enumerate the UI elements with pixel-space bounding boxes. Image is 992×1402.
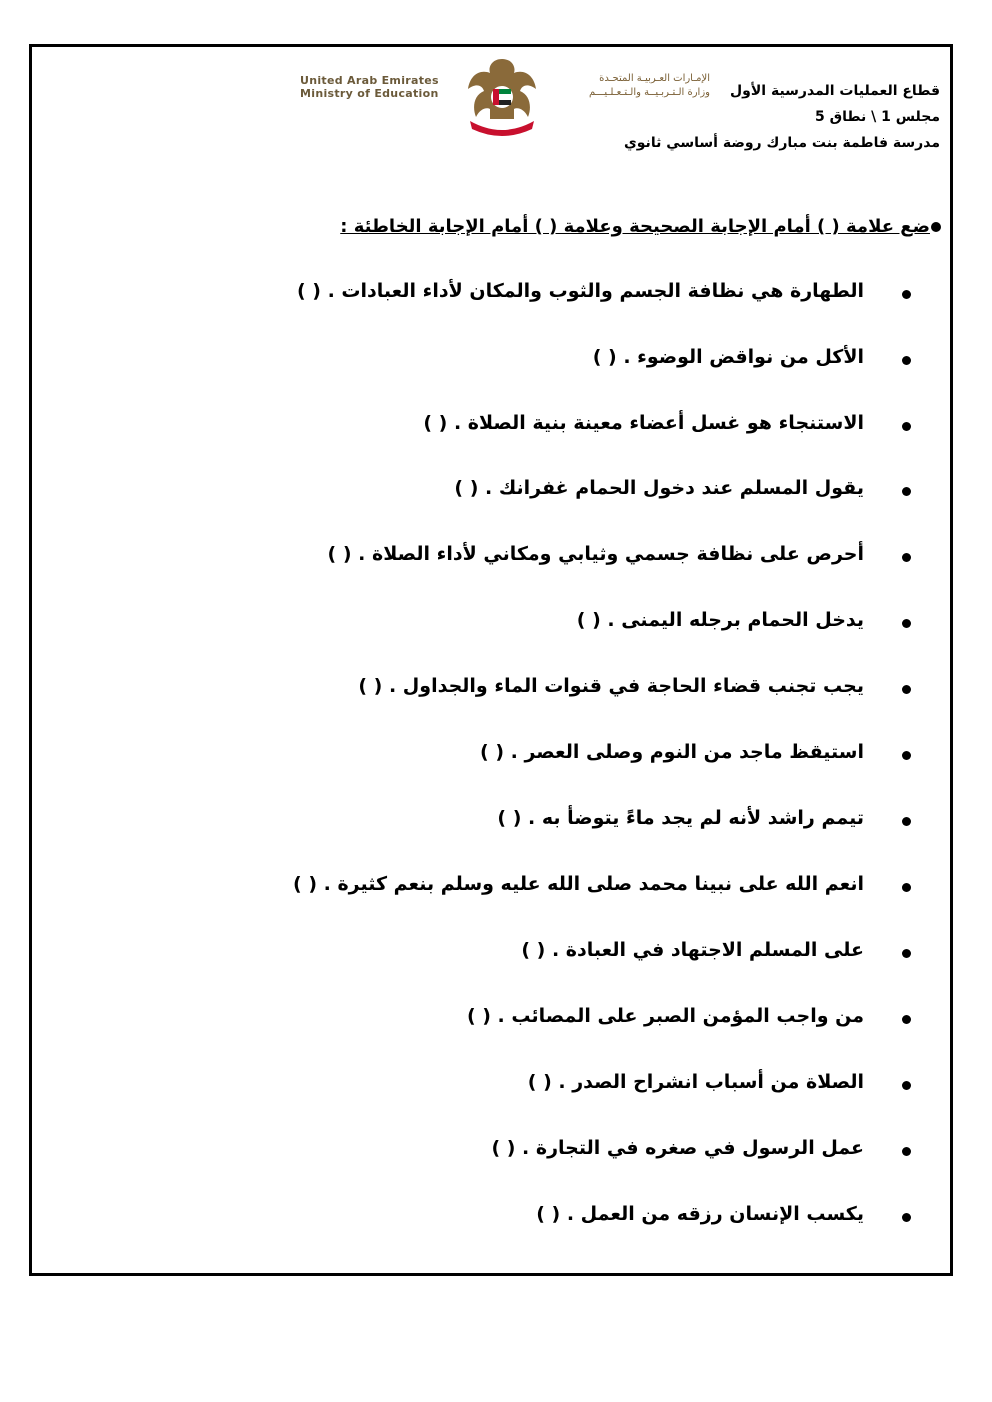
bullet-icon xyxy=(902,817,911,826)
question-item: من واجب المؤمن الصبر على المصائب . ( ) xyxy=(466,1005,864,1027)
bullet-icon xyxy=(902,487,911,496)
question-item: يدخل الحمام برجله اليمنى . ( ) xyxy=(576,609,864,631)
sector-name: قطاع العمليات المدرسية الأول xyxy=(730,83,940,99)
bullet-icon xyxy=(902,883,911,892)
bullet-icon xyxy=(902,553,911,562)
question-item: عمل الرسول في صغره في التجارة . ( ) xyxy=(491,1137,864,1159)
bullet-icon xyxy=(902,685,911,694)
question-item: استيقظ ماجد من النوم وصلى العصر . ( ) xyxy=(480,741,864,763)
uae-emblem-icon xyxy=(462,55,542,139)
question-item: تيمم راشد لأنه لم يجد ماءً يتوضأ به . ( ) xyxy=(497,807,864,829)
question-item: يجب تجنب قضاء الحاجة في قنوات الماء والجداول . ( ) xyxy=(358,675,864,697)
bullet-icon xyxy=(902,1213,911,1222)
bullet-icon xyxy=(902,949,911,958)
council-info: مجلس 1 \ نطاق 5 xyxy=(814,109,940,125)
question-item: انعم الله على نبينا محمد صلى الله عليه وسلم بنعم كثيرة . ( ) xyxy=(293,873,864,895)
question-item: الصلاة من أسباب انشراح الصدر . ( ) xyxy=(527,1071,864,1093)
bullet-icon xyxy=(902,1081,911,1090)
ministry-name-arabic: الإمـارات العـربيـة المتحـدة وزارة الـتـربـيــة والـتـعـلـيـــم xyxy=(588,73,710,98)
question-item: الأكل من نواقض الوضوء . ( ) xyxy=(592,346,864,368)
bullet-icon xyxy=(902,1015,911,1024)
bullet-icon xyxy=(902,290,911,299)
question-item: يكسب الإنسان رزقه من العمل . ( ) xyxy=(536,1203,864,1225)
bullet-icon xyxy=(902,422,911,431)
bullet-icon xyxy=(902,751,911,760)
question-item: الاستنجاء هو غسل أعضاء معينة بنية الصلاة . ( ) xyxy=(423,412,864,434)
instruction-text: ضع علامة ( ) أمام الإجابة الصحيحة وعلامة ( ) أمام الإجابة الخاطئة : xyxy=(340,216,930,237)
instruction-bullet xyxy=(931,222,941,232)
bullet-icon xyxy=(902,356,911,365)
question-item: على المسلم الاجتهاد في العبادة . ( ) xyxy=(521,939,864,961)
bullet-icon xyxy=(902,619,911,628)
bullet-icon xyxy=(902,1147,911,1156)
question-item: أحرص على نظافة جسمي وثيابي ومكاني لأداء الصلاة . ( ) xyxy=(327,543,864,565)
school-name: مدرسة فاطمة بنت مبارك روضة أساسي ثانوي xyxy=(623,135,940,151)
ministry-name-english: United Arab Emirates Ministry of Education xyxy=(300,74,439,100)
question-item: الطهارة هي نظافة الجسم والثوب والمكان لأداء العبادات . ( ) xyxy=(297,280,864,302)
question-item: يقول المسلم عند دخول الحمام غفرانك . ( ) xyxy=(454,477,864,499)
